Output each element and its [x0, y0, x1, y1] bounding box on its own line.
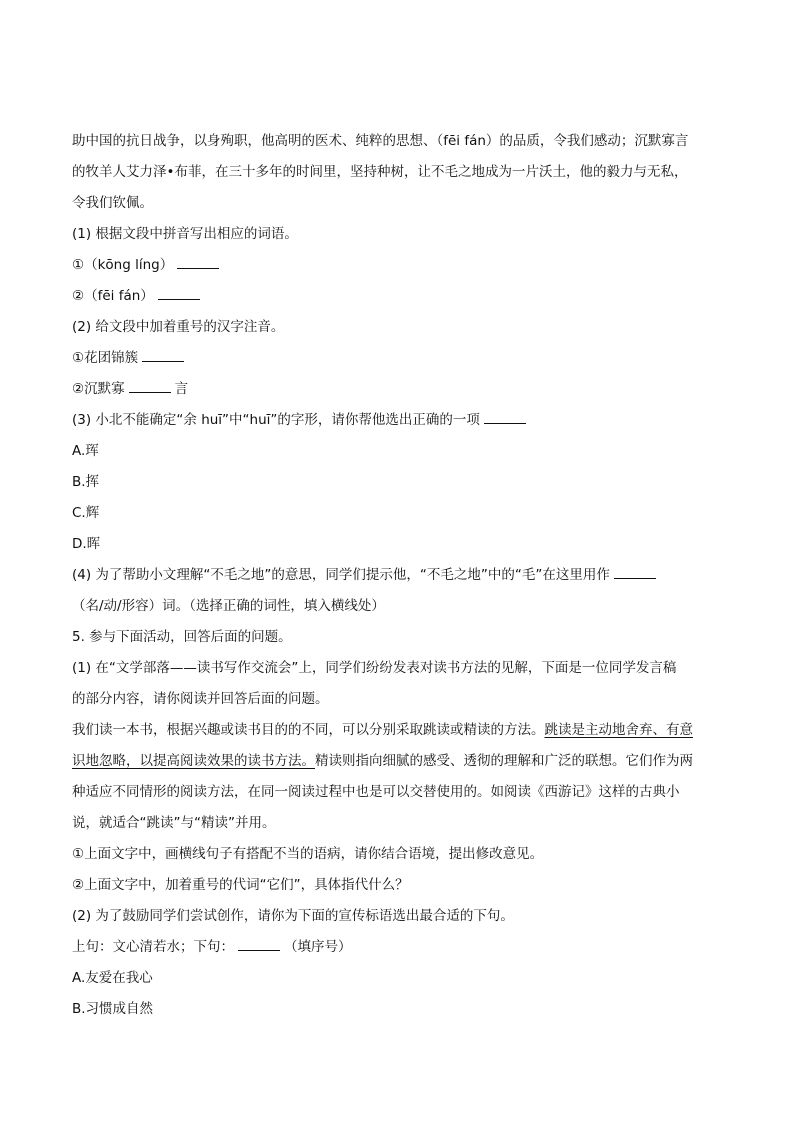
answer-blank[interactable] [129, 378, 171, 393]
answer-blank[interactable] [484, 409, 526, 424]
answer-blank[interactable] [177, 254, 219, 269]
q5-p2: (2) 为了鼓励同学们尝试创作，请你为下面的宣传标语选出最合适的下句。 [72, 908, 514, 924]
q3-option-c: C.辉 [72, 505, 100, 521]
underlined-sentence: 跳读是主动地舍弃、有意 [544, 722, 693, 738]
q4-line-2: （名/动/形容）词。（选择正确的词性，填入横线处） [72, 598, 385, 614]
q1-item-a: ①（kōng líng） [72, 250, 722, 281]
q1-item-b: ②（fēi fán） [72, 281, 722, 312]
passage-line-2: 识地忽略，以提高阅读效果的读书方法。精读则指向细腻的感受、透彻的理解和广泛的联想。它们作为两 [72, 753, 693, 769]
q5-sub-1: ①上面文字中，画横线句子有搭配不当的语病，请你结合语境，提出修改意见。 [72, 846, 544, 862]
answer-blank[interactable] [158, 285, 200, 300]
passage-line-3: 种适应不同情形的阅读方法，在同一阅读过程中也是可以交替使用的。如阅读《西游记》这样的古典小 [72, 784, 680, 800]
passage-line-1: 我们读一本书，根据兴趣或读书目的的不同，可以分别采取跳读或精读的方法。跳读是主动地舍弃、有意 [72, 722, 693, 738]
q5-option-a: A.友爱在我心 [72, 970, 153, 986]
intro-line-1: 助中国的抗日战争，以身殉职，他高明的医术、纯粹的思想、（fēi fán）的品质，令我们感动；沉默寡言 [72, 133, 689, 149]
underlined-sentence: 识地忽略，以提高阅读效果的读书方法。 [72, 753, 315, 769]
q1-stem: (1) 根据文段中拼音写出相应的词语。 [72, 226, 298, 242]
answer-blank[interactable] [238, 936, 280, 951]
q4-line-1: (4) 为了帮助小文理解“不毛之地”的意思，同学们提示他，“不毛之地”中的“毛”在这里用作 [72, 560, 722, 591]
q3-option-d: D.晖 [72, 536, 101, 552]
q3-option-b: B.挥 [72, 474, 100, 490]
q5-sub-2: ②上面文字中，加着重号的代词“它们”，具体指代什么？ [72, 877, 409, 893]
q5-title: 5. 参与下面活动，回答后面的问题。 [72, 629, 292, 645]
document-content [72, 126, 722, 1025]
answer-blank[interactable] [614, 564, 656, 579]
q2-stem: (2) 给文段中加着重号的汉字注音。 [72, 319, 285, 335]
intro-line-3: 令我们钦佩。 [72, 195, 153, 211]
q3-stem: (3) 小北不能确定“余 huī”中“huī”的字形，请你帮他选出正确的一项 [72, 405, 722, 436]
q5-p1-line-2: 的部分内容，请你阅读并回答后面的问题。 [72, 691, 329, 707]
q5-p2-couplet: 上句：文心清若水；下句： （填序号） [72, 932, 722, 963]
answer-blank[interactable] [142, 347, 184, 362]
q5-option-b: B.习惯成自然 [72, 1001, 154, 1017]
q3-option-a: A.珲 [72, 443, 99, 459]
passage-line-4: 说，就适合“跳读”与“精读”并用。 [72, 815, 276, 831]
intro-line-2: 的牧羊人艾力泽•布菲，在三十多年的时间里，坚持种树，让不毛之地成为一片沃土，他的毅力与无私， [72, 164, 688, 180]
q2-item-a: ①花团锦簇 [72, 343, 722, 374]
q5-p1-line-1: (1) 在“文学部落——读书写作交流会”上，同学们纷纷发表对读书方法的见解，下面是一位同学发言稿 [72, 660, 677, 676]
q2-item-b: ②沉默寡 言 [72, 374, 722, 405]
